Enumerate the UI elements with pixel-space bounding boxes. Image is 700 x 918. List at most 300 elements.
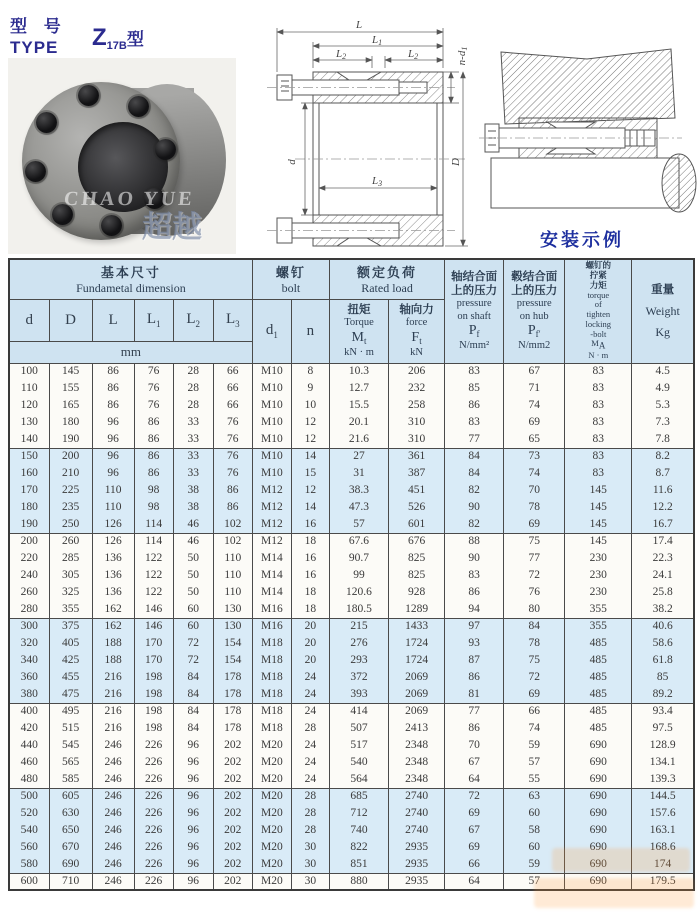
table-cell: M10	[252, 465, 291, 482]
table-cell: 38	[173, 482, 213, 499]
table-cell: 96	[173, 788, 213, 805]
table-cell: M12	[252, 482, 291, 499]
table-cell: 564	[329, 771, 388, 788]
table-cell: 87	[445, 652, 504, 669]
table-row	[9, 618, 694, 635]
table-cell: 72	[445, 788, 504, 805]
table-cell: 226	[134, 873, 173, 890]
table-cell: 226	[134, 856, 173, 873]
table-cell: 202	[213, 822, 252, 839]
table-cell: 25.8	[632, 584, 694, 601]
table-cell: M20	[252, 822, 291, 839]
table-cell: 690	[565, 788, 632, 805]
table-cell: 215	[329, 618, 388, 635]
table-cell: 33	[173, 414, 213, 431]
table-cell: 2348	[389, 771, 445, 788]
dim-label-L2-left: L2	[335, 48, 347, 61]
table-cell: 15.5	[329, 397, 388, 414]
table-cell: 80	[504, 601, 565, 618]
bolt-head-icon	[78, 85, 99, 106]
table-cell: 31	[329, 465, 388, 482]
table-cell: 154	[213, 635, 252, 652]
table-cell: 157.6	[632, 805, 694, 822]
col-header-D: D	[49, 299, 92, 341]
table-cell: 216	[92, 720, 134, 737]
table-cell: 81	[445, 686, 504, 703]
col-header-torque: 扭矩 Torque $M_t$ kN · m	[329, 299, 388, 363]
table-cell: 355	[49, 601, 92, 618]
table-cell: 24	[291, 737, 329, 754]
table-cell: 9	[291, 380, 329, 397]
table-cell: 565	[49, 754, 92, 771]
dim-label-n-d1: n-d1	[456, 46, 469, 66]
table-cell: M12	[252, 533, 291, 550]
table-cell: 110	[213, 550, 252, 567]
table-cell: 84	[173, 720, 213, 737]
table-cell: 12	[291, 482, 329, 499]
col-header-d1: $d_1$	[252, 299, 291, 363]
table-cell: 2413	[389, 720, 445, 737]
table-cell: 240	[9, 567, 49, 584]
product-photo	[8, 58, 236, 254]
table-cell: 1433	[389, 618, 445, 635]
table-cell: 82	[445, 482, 504, 499]
table-row	[9, 380, 694, 397]
table-cell: 246	[92, 856, 134, 873]
table-cell: 740	[329, 822, 388, 839]
table-cell: 65	[504, 431, 565, 448]
table-cell: 28	[291, 822, 329, 839]
table-cell: 210	[49, 465, 92, 482]
table-cell: 15	[291, 465, 329, 482]
table-cell: 202	[213, 737, 252, 754]
table-cell: 650	[49, 822, 92, 839]
table-cell: 825	[389, 567, 445, 584]
table-cell: 507	[329, 720, 388, 737]
dim-label-L1: L1	[371, 34, 383, 47]
title-block	[10, 12, 67, 58]
table-row	[9, 482, 694, 499]
table-cell: 7.8	[632, 431, 694, 448]
table-cell: 30	[291, 856, 329, 873]
table-cell: 128.9	[632, 737, 694, 754]
table-cell: 485	[565, 669, 632, 686]
table-cell: 293	[329, 652, 388, 669]
table-cell: 98	[134, 499, 173, 516]
dim-label-d: d	[286, 159, 298, 165]
table-cell: 74	[504, 465, 565, 482]
table-cell: 276	[329, 635, 388, 652]
table-row	[9, 652, 694, 669]
table-cell: 495	[49, 703, 92, 720]
table-cell: 200	[49, 448, 92, 465]
table-cell: 180.5	[329, 601, 388, 618]
table-cell: 89.2	[632, 686, 694, 703]
table-cell: 670	[49, 839, 92, 856]
table-cell: M10	[252, 397, 291, 414]
table-cell: 86	[213, 499, 252, 516]
table-cell: 246	[92, 839, 134, 856]
table-cell: 86	[445, 669, 504, 686]
table-cell: 83	[565, 397, 632, 414]
table-cell: 145	[49, 363, 92, 380]
table-cell: 97	[445, 618, 504, 635]
table-cell: 130	[213, 618, 252, 635]
table-cell: 230	[565, 550, 632, 567]
table-cell: 69	[504, 686, 565, 703]
table-cell: 146	[134, 601, 173, 618]
table-cell: 84	[173, 669, 213, 686]
table-cell: 425	[49, 652, 92, 669]
table-cell: 2935	[389, 873, 445, 890]
table-cell: 690	[565, 839, 632, 856]
table-cell: 216	[92, 669, 134, 686]
table-cell: 59	[504, 856, 565, 873]
table-cell: 83	[565, 414, 632, 431]
table-cell: M16	[252, 618, 291, 635]
table-cell: 2740	[389, 805, 445, 822]
table-cell: 246	[92, 822, 134, 839]
table-cell: 690	[49, 856, 92, 873]
table-cell: 200	[9, 533, 49, 550]
table-cell: 202	[213, 788, 252, 805]
table-cell: 96	[173, 771, 213, 788]
table-cell: 73	[504, 448, 565, 465]
table-cell: 1289	[389, 601, 445, 618]
table-cell: 78	[504, 499, 565, 516]
table-cell: 130	[9, 414, 49, 431]
model-label-cn: 型 号	[10, 17, 67, 36]
table-cell: 260	[49, 533, 92, 550]
table-cell: 67	[445, 754, 504, 771]
table-cell: 480	[9, 771, 49, 788]
table-cell: 226	[134, 737, 173, 754]
table-cell: 2935	[389, 839, 445, 856]
table-cell: 168.6	[632, 839, 694, 856]
table-row	[9, 363, 694, 380]
table-cell: 178	[213, 703, 252, 720]
table-row	[9, 516, 694, 533]
table-cell: 188	[92, 652, 134, 669]
table-cell: 4.5	[632, 363, 694, 380]
table-cell: 340	[9, 652, 49, 669]
table-cell: 202	[213, 805, 252, 822]
table-cell: 230	[565, 567, 632, 584]
bolt-head-icon	[128, 96, 149, 117]
table-cell: 485	[565, 720, 632, 737]
table-cell: M10	[252, 380, 291, 397]
table-cell: M10	[252, 431, 291, 448]
table-cell: 71	[504, 380, 565, 397]
dim-label-L2-right: L2	[407, 48, 419, 61]
bolt-head-icon	[36, 112, 57, 133]
table-row	[9, 584, 694, 601]
table-cell: 710	[49, 873, 92, 890]
table-cell: 361	[389, 448, 445, 465]
table-cell: 690	[565, 737, 632, 754]
table-cell: 16.7	[632, 516, 694, 533]
table-cell: 67	[445, 822, 504, 839]
table-cell: 162	[92, 618, 134, 635]
table-cell: 2935	[389, 856, 445, 873]
table-cell: 86	[445, 584, 504, 601]
table-cell: 485	[565, 635, 632, 652]
table-cell: 11.6	[632, 482, 694, 499]
table-cell: 110	[213, 567, 252, 584]
table-cell: 226	[134, 822, 173, 839]
spec-table	[8, 258, 695, 891]
table-cell: 28	[173, 363, 213, 380]
table-cell: 96	[173, 737, 213, 754]
table-cell: 122	[134, 550, 173, 567]
table-cell: 5.3	[632, 397, 694, 414]
table-cell: 310	[389, 431, 445, 448]
table-cell: M18	[252, 669, 291, 686]
table-row	[9, 703, 694, 720]
table-cell: M20	[252, 754, 291, 771]
table-cell: 676	[389, 533, 445, 550]
table-cell: 120.6	[329, 584, 388, 601]
table-cell: 136	[92, 550, 134, 567]
table-cell: 66	[445, 856, 504, 873]
table-cell: 630	[49, 805, 92, 822]
table-cell: 16	[291, 550, 329, 567]
table-row	[9, 635, 694, 652]
table-cell: 24	[291, 703, 329, 720]
col-header-pressure-hub: 毂结合面 上的压力 pressure on hub $P_{f'}$ N/mm2	[504, 259, 565, 363]
table-row	[9, 686, 694, 703]
table-cell: 605	[49, 788, 92, 805]
table-cell: 100	[9, 363, 49, 380]
table-cell: 69	[445, 839, 504, 856]
table-cell: 246	[92, 805, 134, 822]
table-cell: 69	[504, 516, 565, 533]
table-cell: 38.2	[632, 601, 694, 618]
table-row	[9, 737, 694, 754]
table-cell: M18	[252, 635, 291, 652]
table-cell: 146	[134, 618, 173, 635]
table-cell: 405	[49, 635, 92, 652]
table-cell: 27	[329, 448, 388, 465]
table-cell: 18	[291, 533, 329, 550]
table-cell: 75	[504, 533, 565, 550]
table-cell: 83	[445, 567, 504, 584]
table-cell: 7.3	[632, 414, 694, 431]
table-cell: 86	[134, 431, 173, 448]
table-cell: 46	[173, 516, 213, 533]
table-cell: 150	[9, 448, 49, 465]
col-group-rated-load: 额定负荷 Rated load	[329, 259, 444, 299]
table-cell: 216	[92, 703, 134, 720]
table-cell: 126	[92, 533, 134, 550]
table-cell: 66	[213, 380, 252, 397]
dim-label-L3: L3	[371, 175, 383, 188]
table-cell: 198	[134, 686, 173, 703]
table-cell: M20	[252, 856, 291, 873]
table-cell: 160	[9, 465, 49, 482]
table-cell: 126	[92, 516, 134, 533]
table-cell: 230	[565, 584, 632, 601]
table-cell: 144.5	[632, 788, 694, 805]
table-cell: 96	[173, 873, 213, 890]
table-cell: 145	[565, 533, 632, 550]
table-cell: 246	[92, 788, 134, 805]
table-cell: 86	[445, 397, 504, 414]
table-cell: 18	[291, 584, 329, 601]
table-cell: M18	[252, 652, 291, 669]
table-cell: M14	[252, 567, 291, 584]
table-cell: 188	[92, 635, 134, 652]
bolt-head-icon	[155, 139, 176, 160]
table-cell: 414	[329, 703, 388, 720]
table-row	[9, 414, 694, 431]
table-cell: 190	[49, 431, 92, 448]
table-cell: 8.2	[632, 448, 694, 465]
table-cell: 96	[173, 805, 213, 822]
table-cell: 50	[173, 567, 213, 584]
table-cell: 355	[565, 601, 632, 618]
table-cell: 136	[92, 584, 134, 601]
table-cell: 440	[9, 737, 49, 754]
table-cell: 520	[9, 805, 49, 822]
table-cell: 28	[173, 397, 213, 414]
table-cell: 60	[504, 839, 565, 856]
table-cell: 96	[92, 448, 134, 465]
table-cell: 12.7	[329, 380, 388, 397]
table-cell: 83	[565, 448, 632, 465]
table-cell: 585	[49, 771, 92, 788]
table-cell: 690	[565, 805, 632, 822]
table-cell: 58	[504, 822, 565, 839]
table-cell: 485	[565, 703, 632, 720]
table-cell: 40.6	[632, 618, 694, 635]
table-cell: 20.1	[329, 414, 388, 431]
photo-watermark-cn: 超越	[142, 211, 202, 244]
table-cell: 139.3	[632, 771, 694, 788]
table-cell: 246	[92, 737, 134, 754]
table-cell: 180	[9, 499, 49, 516]
table-cell: 280	[9, 601, 49, 618]
table-row	[9, 533, 694, 550]
table-cell: 198	[134, 703, 173, 720]
table-cell: 460	[9, 754, 49, 771]
bolt-head-icon	[25, 161, 46, 182]
col-header-d: d	[9, 299, 49, 341]
table-cell: 712	[329, 805, 388, 822]
table-cell: 77	[504, 550, 565, 567]
table-cell: 94	[445, 601, 504, 618]
table-cell: 216	[92, 686, 134, 703]
table-cell: 455	[49, 669, 92, 686]
table-cell: 90	[445, 499, 504, 516]
table-cell: 16	[291, 567, 329, 584]
table-cell: 206	[389, 363, 445, 380]
table-cell: 57	[329, 516, 388, 533]
table-cell: 226	[134, 771, 173, 788]
table-cell: 14	[291, 448, 329, 465]
col-header-axial-force: 轴向力 force $F_t$ kN	[389, 299, 445, 363]
table-cell: 102	[213, 516, 252, 533]
col-header-L: L	[92, 299, 134, 341]
table-cell: 82	[445, 516, 504, 533]
table-cell: 96	[173, 754, 213, 771]
table-cell: 202	[213, 856, 252, 873]
table-cell: 10.3	[329, 363, 388, 380]
table-cell: 85	[445, 380, 504, 397]
dimension-drawing	[237, 10, 470, 256]
table-cell: 84	[173, 686, 213, 703]
table-cell: 14	[291, 499, 329, 516]
installation-drawing	[477, 46, 700, 228]
table-cell: 96	[92, 465, 134, 482]
table-cell: 145	[565, 482, 632, 499]
table-cell: 28	[291, 720, 329, 737]
table-cell: 515	[49, 720, 92, 737]
photo-watermark-en: CHAO YUE	[62, 188, 196, 210]
table-cell: 20	[291, 618, 329, 635]
table-cell: 74	[504, 720, 565, 737]
watermark-smudge	[552, 848, 690, 872]
table-cell: 122	[134, 584, 173, 601]
table-cell: 86	[92, 363, 134, 380]
table-cell: 59	[504, 737, 565, 754]
table-cell: M20	[252, 788, 291, 805]
table-cell: 70	[445, 737, 504, 754]
table-cell: 38	[173, 499, 213, 516]
table-cell: 170	[9, 482, 49, 499]
dim-label-D: D	[450, 158, 462, 166]
table-cell: 86	[134, 414, 173, 431]
table-cell: 86	[213, 482, 252, 499]
table-cell: 24.1	[632, 567, 694, 584]
table-cell: 16	[291, 516, 329, 533]
table-cell: 258	[389, 397, 445, 414]
table-cell: 90.7	[329, 550, 388, 567]
table-cell: 235	[49, 499, 92, 516]
table-row	[9, 771, 694, 788]
table-cell: 928	[389, 584, 445, 601]
table-cell: 67	[504, 363, 565, 380]
table-cell: M18	[252, 720, 291, 737]
table-cell: 110	[92, 499, 134, 516]
table-cell: 84	[504, 618, 565, 635]
table-cell: 851	[329, 856, 388, 873]
table-cell: 75	[504, 652, 565, 669]
table-cell: 526	[389, 499, 445, 516]
table-cell: 451	[389, 482, 445, 499]
table-cell: 136	[92, 567, 134, 584]
table-cell: 46	[173, 533, 213, 550]
table-cell: 93.4	[632, 703, 694, 720]
model-number: $Z_{17B}$型	[92, 24, 144, 53]
table-cell: 600	[9, 873, 49, 890]
table-cell: 47.3	[329, 499, 388, 516]
table-cell: 225	[49, 482, 92, 499]
table-cell: 69	[445, 805, 504, 822]
table-row	[9, 669, 694, 686]
table-cell: 825	[389, 550, 445, 567]
table-cell: 325	[49, 584, 92, 601]
table-cell: 30	[291, 839, 329, 856]
table-cell: 20	[291, 652, 329, 669]
table-cell: 114	[134, 516, 173, 533]
table-cell: 178	[213, 720, 252, 737]
table-cell: 86	[445, 720, 504, 737]
table-cell: 12	[291, 431, 329, 448]
table-cell: 21.6	[329, 431, 388, 448]
table-cell: 4.9	[632, 380, 694, 397]
table-cell: 545	[49, 737, 92, 754]
